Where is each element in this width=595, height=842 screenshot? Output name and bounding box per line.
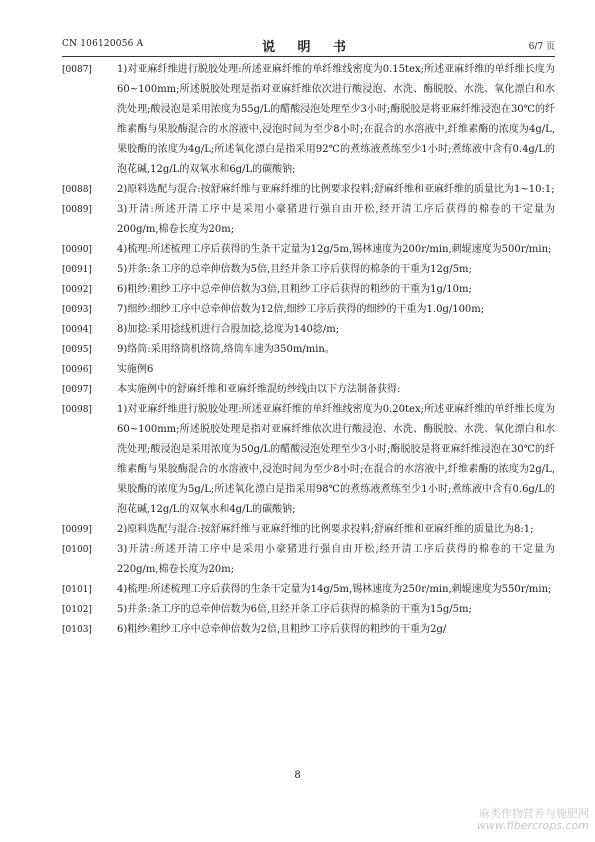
paragraph: [62, 60, 555, 180]
paragraph-number: [0097]: [62, 385, 92, 395]
paragraph-number: [0099]: [62, 525, 92, 535]
paragraph: [62, 180, 555, 200]
paragraph-text: 7)细纱:细纱工序中总牵伸倍数为12倍,细纱工序后获得的细纱的干重为1.0g/100m;: [117, 304, 485, 315]
page-header: [62, 36, 555, 54]
paragraph-number: [0098]: [62, 405, 92, 415]
paragraph: [62, 340, 555, 360]
paragraph-text: 1)对亚麻纤维进行脱胶处理:所述亚麻纤维的单纤维线密度为0.20tex;所述亚麻纤维的单纤维长度为60~100mm;所述脱胶处理是指对亚麻纤维依次进行酸浸泡、水洗、酶脱胶、水洗、氧化漂白和水洗处理;酸浸泡是采用浓度为50g/L的醋酸浸泡处理至少3小时;酶脱胶是将亚麻纤维浸泡在30℃的纤维素酶与果胶酶混合的水溶液中,浸泡时间为至少8小时;在混合的水溶液中,纤维素酶的浓度为2g/L,果胶酶的浓度为5g/L;所述氧化漂白是指采用98℃的煮练液煮练至少1小时;煮练液中含有0.6g/L的泡花碱,12g/L的双氧水和4g/L的碳酸钠;: [117, 404, 555, 515]
paragraph: [62, 240, 555, 260]
paragraph-text: 2)原料选配与混合:按舒麻纤维与亚麻纤维的比例要求投料;舒麻纤维和亚麻纤维的质量比为1~10:1;: [117, 184, 555, 195]
paragraph: [62, 600, 555, 620]
watermark-url: www.fibercrops.com: [476, 819, 589, 832]
paragraph-number: [0100]: [62, 545, 92, 555]
paragraph-text: 3)开清:所述开清工序中是采用小豪猪进行强自由开松,经开清工序后获得的棉卷的干定量为220g/m,棉卷长度为20m;: [117, 544, 555, 575]
paragraph: [62, 520, 555, 540]
paragraph-number: [0092]: [62, 285, 92, 295]
header-divider: [62, 56, 555, 57]
paragraph: [62, 400, 555, 520]
paragraph-number: [0103]: [62, 625, 92, 635]
paragraph-text: 8)加捻:采用捻线机进行合股加捻,捻度为140捻/m;: [117, 324, 340, 335]
paragraph-text: 5)并条:条工序的总牵伸倍数为5倍,且经并条工序后获得的棉条的干重为12g/5m;: [117, 264, 472, 275]
paragraph-text: 4)梳理:所述梳理工序后获得的生条干定量为12g/5m,锡林速度为200r/min,刺辊速度为500r/min;: [117, 244, 552, 255]
paragraph: [62, 280, 555, 300]
paragraph-text: 5)并条:条工序的总牵伸倍数为6倍,且经并条工序后获得的棉条的干重为15g/5m;: [117, 604, 472, 615]
section-heading: [62, 360, 555, 380]
paragraph-number: [0094]: [62, 325, 92, 335]
paragraph: [62, 320, 555, 340]
page-count: 6/7 页: [528, 42, 555, 52]
paragraph: [62, 200, 555, 240]
watermark: [477, 808, 589, 832]
paragraph-number: [0091]: [62, 265, 92, 275]
paragraph-number: [0095]: [62, 345, 92, 355]
paragraph-text: 1)对亚麻纤维进行脱胶处理:所述亚麻纤维的单纤维线密度为0.15tex;所述亚麻纤维的单纤维长度为60~100mm;所述脱胶处理是指对亚麻纤维依次进行酸浸泡、水洗、酶脱胶、水洗、氧化漂白和水洗处理;酸浸泡是采用浓度为55g/L的醋酸浸泡处理至少3小时;酶脱胶是将亚麻纤维浸泡在30℃的纤维素酶与果胶酶混合的水溶液中,浸泡时间为至少8小时;在混合的水溶液中,纤维素酶的浓度为4g/L,果胶酶的浓度为4g/L;所述氧化漂白是指采用92℃的煮练液煮练至少1小时;煮练液中含有0.4g/L的泡花碱,12g/L的双氧水和6g/L的碳酸钠;: [117, 64, 555, 175]
paragraph-text: 2)原料选配与混合:按舒麻纤维与亚麻纤维的比例要求投料;舒麻纤维和亚麻纤维的质量比为8:1;: [117, 524, 534, 535]
paragraph-text: 本实施例中的舒麻纤维和亚麻纤维混纺纱线由以下方法制备获得:: [117, 384, 401, 395]
paragraph: [62, 580, 555, 600]
paragraph: [62, 380, 555, 400]
page-number: 8: [294, 770, 301, 781]
paragraph-number: [0101]: [62, 585, 92, 595]
paragraph: [62, 540, 555, 580]
paragraph-number: [0090]: [62, 245, 92, 255]
paragraph: [62, 620, 555, 640]
paragraph-number: [0096]: [62, 365, 92, 375]
paragraph-text: 9)络筒:采用络筒机络筒,络筒车速为350m/min。: [117, 344, 335, 355]
watermark-site-name: 麻类作物营养与施肥网: [479, 807, 589, 820]
paragraph: [62, 260, 555, 280]
paragraph-text: 3)开清:所述开清工序中是采用小豪猪进行强自由开松,经开清工序后获得的棉卷的干定量为200g/m,棉卷长度为20m;: [117, 204, 555, 235]
paragraph-number: [0093]: [62, 305, 92, 315]
paragraph-number: [0089]: [62, 205, 92, 215]
paragraph-number: [0087]: [62, 65, 92, 75]
paragraph-text: 4)梳理:所述梳理工序后获得的生条干定量为14g/5m,锡林速度为250r/min,刺辊速度为550r/min;: [117, 584, 552, 595]
paragraph-number: [0102]: [62, 605, 92, 615]
paragraph-number: [0088]: [62, 185, 92, 195]
paragraph-text: 6)粗纱:粗纱工序中总牵伸倍数为3倍,且粗纱工序后获得的粗纱的干重为1g/10m;: [117, 284, 472, 295]
publication-number: CN 106120056 A: [62, 39, 144, 49]
document-body: [62, 60, 555, 640]
paragraph: [62, 300, 555, 320]
document-title: 说 明 书: [261, 40, 356, 55]
example-heading: 实施例6: [117, 364, 154, 375]
paragraph-text: 6)粗纱:粗纱工序中总牵伸倍数为2倍,且粗纱工序后获得的粗纱的干重为2g/: [117, 624, 447, 635]
